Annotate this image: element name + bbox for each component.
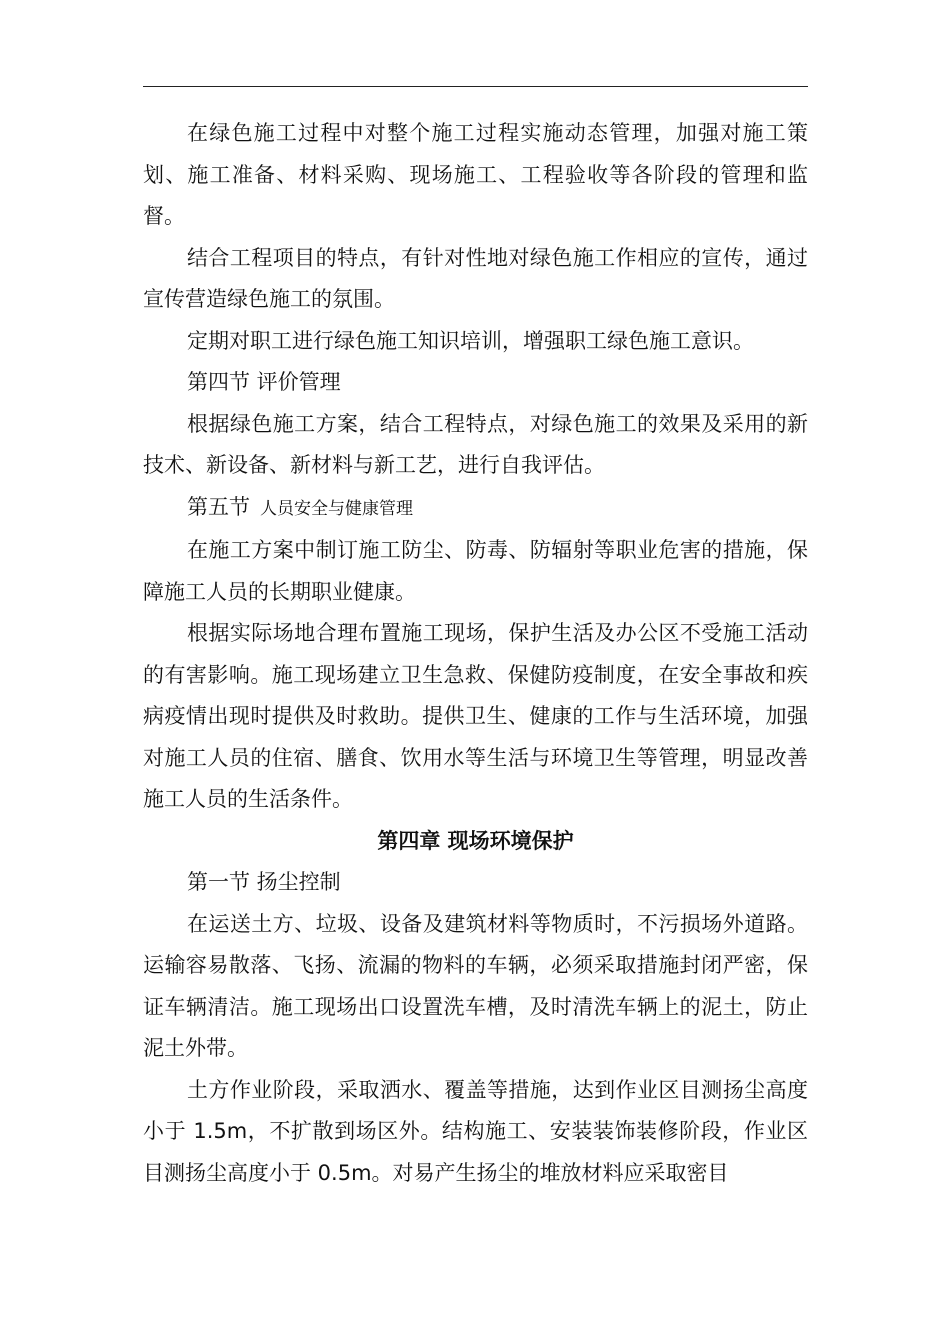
paragraph: 在绿色施工过程中对整个施工过程实施动态管理，加强对施工策划、施工准备、材料采购、现场施工、工程验收等各阶段的管理和监督。 — [143, 121, 808, 228]
paragraph: 在施工方案中制订施工防尘、防毒、防辐射等职业危害的措施，保障施工人员的长期职业健康。 — [143, 538, 808, 604]
chapter-title: 第四章 现场环境保护 — [377, 828, 574, 853]
paragraph: 土方作业阶段，采取洒水、覆盖等措施，达到作业区目测扬尘高度小于 1.5m，不扩散到场区外。结构施工、安装装饰装修阶段，作业区目测扬尘高度小于 0.5m。对易产生扬尘的堆放材料应采取密目 — [143, 1077, 808, 1185]
section-heading-evaluation: 第四节 评价管理 — [187, 370, 341, 394]
section-subtitle: 人员安全与健康管理 — [260, 498, 413, 519]
paragraph: 定期对职工进行绿色施工知识培训，增强职工绿色施工意识。 — [187, 328, 754, 353]
paragraph: 根据绿色施工方案，结合工程特点，对绿色施工的效果及采用的新技术、新设备、新材料与新工艺，进行自我评估。 — [143, 411, 808, 477]
paragraph: 在运送土方、垃圾、设备及建筑材料等物质时，不污损场外道路。运输容易散落、飞扬、流漏的物料的车辆，必须采取措施封闭严密，保证车辆清洁。施工现场出口设置洗车槽，及时清洗车辆上的泥土，防止泥土外带。 — [143, 911, 808, 1060]
section-heading-dust-control: 第一节 扬尘控制 — [187, 870, 341, 894]
header-rule — [143, 86, 808, 87]
document-body — [143, 113, 808, 1194]
section-number: 第五节 — [187, 494, 250, 519]
section-heading-safety-health — [143, 487, 808, 531]
paragraph: 结合工程项目的特点，有针对性地对绿色施工作相应的宣传，通过宣传营造绿色施工的氛围。 — [143, 245, 808, 311]
paragraph: 根据实际场地合理布置施工现场，保护生活及办公区不受施工活动的有害影响。施工现场建立卫生急救、保健防疫制度，在安全事故和疾病疫情出现时提供及时救助。提供卫生、健康的工作与生活环境，加强对施工人员的住宿、膳食、饮用水等生活与环境卫生等管理，明显改善施工人员的生活条件。 — [143, 621, 808, 811]
